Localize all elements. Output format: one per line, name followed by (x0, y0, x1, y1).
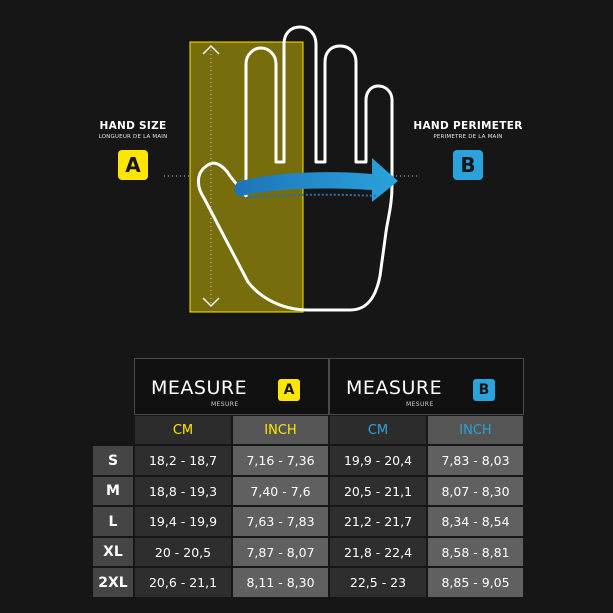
measure-b-header (329, 358, 524, 415)
value-cell: 21,2 - 21,7 (329, 506, 427, 537)
value-cell: 7,63 - 7,83 (232, 506, 329, 537)
value-cell: 7,87 - 8,07 (232, 537, 329, 567)
size-table (92, 358, 524, 598)
value-cell: 18,2 - 18,7 (134, 445, 232, 476)
value-cell: 8,58 - 8,81 (427, 537, 524, 567)
unit-b-cm: CM (329, 415, 427, 445)
measure-a-subtitle: MESURE (211, 401, 239, 408)
measure-a-badge: A (278, 379, 300, 401)
badge-a: A (118, 150, 148, 180)
value-cell: 21,8 - 22,4 (329, 537, 427, 567)
measure-b-badge: B (473, 379, 495, 401)
unit-b-inch: INCH (427, 415, 524, 445)
value-cell: 20 - 20,5 (134, 537, 232, 567)
value-cell: 7,83 - 8,03 (427, 445, 524, 476)
measure-a-header (134, 358, 329, 415)
value-cell: 8,34 - 8,54 (427, 506, 524, 537)
measure-b-title: MEASURE (346, 377, 443, 399)
hand-size-label (88, 120, 178, 180)
hand-perimeter-title: HAND PERIMETER (413, 120, 523, 132)
value-cell: 20,5 - 21,1 (329, 476, 427, 506)
size-cell-l: L (92, 506, 134, 537)
measure-a-title: MEASURE (151, 377, 248, 399)
value-cell: 7,40 - 7,6 (232, 476, 329, 506)
value-cell: 22,5 - 23 (329, 567, 427, 598)
unit-a-cm: CM (134, 415, 232, 445)
value-cell: 8,85 - 9,05 (427, 567, 524, 598)
size-cell-m: M (92, 476, 134, 506)
badge-b: B (453, 150, 483, 180)
value-cell: 19,4 - 19,9 (134, 506, 232, 537)
value-cell: 7,16 - 7,36 (232, 445, 329, 476)
value-cell: 18,8 - 19,3 (134, 476, 232, 506)
unit-a-inch: INCH (232, 415, 329, 445)
size-cell-xl: XL (92, 537, 134, 567)
size-cell-2xl: 2XL (92, 567, 134, 598)
value-cell: 19,9 - 20,4 (329, 445, 427, 476)
value-cell: 8,11 - 8,30 (232, 567, 329, 598)
measure-b-subtitle: MESURE (406, 401, 434, 408)
size-cell-s: S (92, 445, 134, 476)
hand-perimeter-subtitle: PERIMETRE DE LA MAIN (433, 134, 503, 140)
value-cell: 8,07 - 8,30 (427, 476, 524, 506)
value-cell: 20,6 - 21,1 (134, 567, 232, 598)
hand-perimeter-label (410, 120, 526, 180)
hand-size-subtitle: LONGUEUR DE LA MAIN (98, 134, 168, 140)
hand-size-title: HAND SIZE (99, 120, 167, 132)
